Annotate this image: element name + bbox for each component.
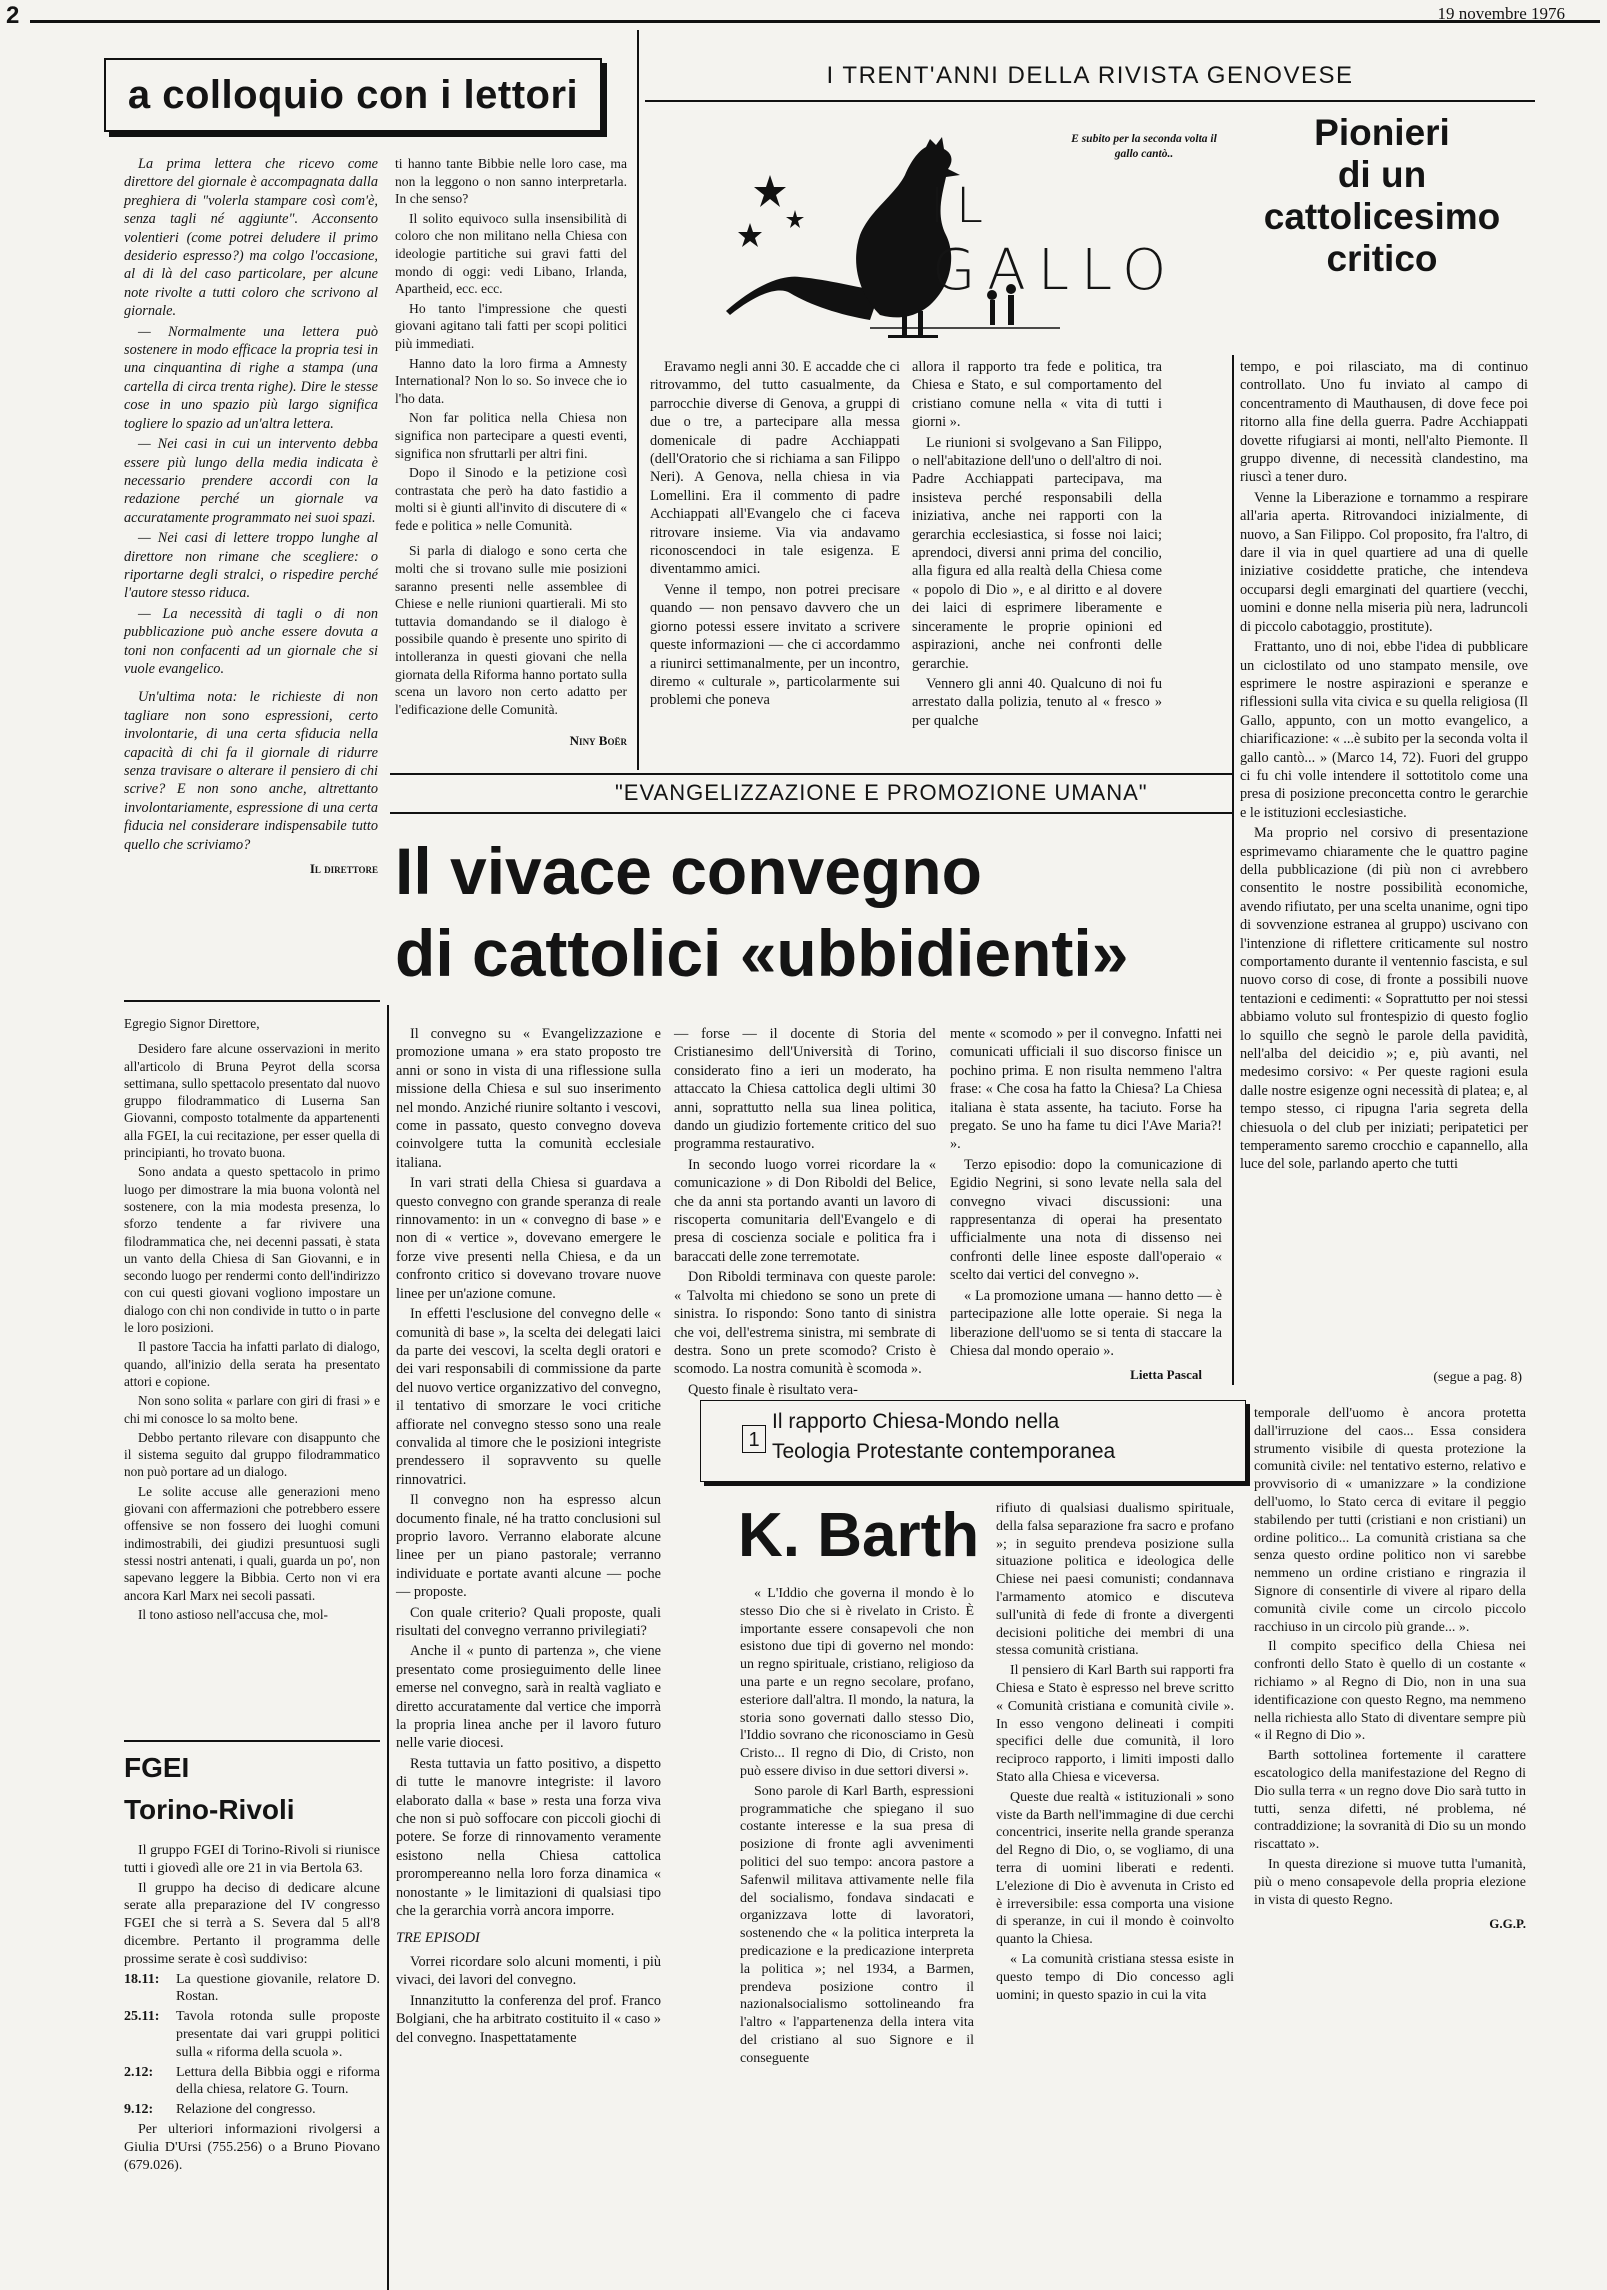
fgei-schedule-item: [124, 1971, 380, 2007]
convegno-c2-p: Don Riboldi terminava con queste parole: « Talvolta mi chiedono se sono un prete di sinistra. Io rispondo: Sono tanto di sinistra che voi, dell'estrema sinistra, mi sembrate di destra. Sono un prete scomodo? Cristo è scomodo. La nostra comunità è scomoda ».: [674, 1269, 936, 1378]
gallo-continues: (segue a pag. 8): [1433, 1370, 1522, 1385]
barth-title: K. Barth: [738, 1501, 980, 1570]
barth-c2-p: Queste due realtà « istituzionali » sono viste da Barth nell'immagine di due cerchi concentrici, inserite nella grande speranza del Regno di Dio, o, se vogliamo, di una terra di uomini liberati e redenti. L'elezione di Dio è avvenuta in Cristo ed è irreversibile: essa comporta una visione di speranze, in cui il mondo è coinvolto quanto la Chiesa.: [996, 1789, 1234, 1948]
barth-col3: [1254, 1405, 1526, 2285]
convegno-c1-p: Vorrei ricordare solo alcuni momenti, i più vivaci, dei lavori del convegno.: [396, 1953, 661, 1989]
gallo-headline-line: Pionieri: [1314, 112, 1450, 153]
convegno-c1-p: Resta tuttavia un fatto positivo, a dispetto di tutte le manovre integriste: il lavoro elaborato dalla « base » resta una forza viva che non si può soffocare con piccoli giochi di potere. Se forze di rinnovamento veramente esistono nella Chiesa cattolica prorompereanno nella loro forza dinamica « nonostante » le limitazioni di qualsiasi tipo che la gerarchia vorrà ancora imporre.: [396, 1755, 661, 1920]
rooster-icon: [690, 115, 1070, 345]
convegno-c1-p: In effetti l'esclusione del convegno delle « comunità di base », la scelta dei delegati laici da parte dei vescovi, la scelta degli oratori e dei vari responsabili di commissione da parte del nuovo vertice organizzativo del convegno, il tentativo di smorzare le voci critiche affiorate nel convegno stesso sono una reale convalida al timore che le posizioni integriste prendessero il sopravvento su quelle rinnovatrici.: [396, 1306, 661, 1488]
lettori-c1-p: — La necessità di tagli o di non pubblicazione può anche essere dovuta a toni non confacenti ad un giornale che si vuole evangelico.: [124, 605, 378, 677]
gallo-c2-p: Le riunioni si svolgevano a San Filippo, o nell'abitazione dell'uno o dell'altro di noi. Padre Acchiappati partecipava, ma insisteva perché responsabili della iniziativa, anche nei rapporti con la gerarchia ecclesiastica, si fosse noi laici; aprendoci, diversi anni prima del concilio, alla figura ed alla realtà della Chiesa come « popolo di Dio », e al diritto e al dovere dei laici di esprimere liberamente e sinceramente le proprie opinioni ed aspirazioni, anche nei confronti delle gerarchie.: [912, 434, 1162, 672]
lettori-c2-p: Hanno dato la loro firma a Amnesty International? Non lo so. So invece che io l'ho data.: [395, 355, 627, 406]
convegno-c1-p: Il convegno non ha espresso alcun documento finale, né ha tratto conclusioni sul proprio lavoro. Verranno elaborate alcune linee per un piano pastorale; verranno individuate e portate avanti alcune — poche — proposte.: [396, 1492, 661, 1601]
gallo-c1-p: Venne il tempo, non potrei precisare quando — non pensavo davvero che un giorno potessi essere invitato a scrivere queste informazioni — che ci accordammo a riunirci settimanalmente, per un incontro, diremo « culturale », particolarmente sui problemi che poneva: [650, 581, 900, 709]
gallo-col3: [1240, 358, 1528, 1366]
barth-number: 1: [742, 1425, 766, 1453]
gallo-c3-p: Venne la Liberazione e tornammo a respirare all'aria aperta. Ritrovandoci inizialmente, di nuovo, a San Filippo. Col proposito, fra l'altro, di dare il via in quel quartiere ad una di quelle iniziative cosiddette pratiche, che intendeva occuparsi degli emarginati del quartiere (vecchi, uomini e donne nella miseria più nera, ladruncoli di piccolo cabotaggio, prostitute).: [1240, 489, 1528, 635]
gallo-c2-p: Vennero gli anni 40. Qualcuno di noi fu arrestato dalla polizia, tenuto al « fresco » per qualche: [912, 675, 1162, 729]
barth-kicker-line1: Il rapporto Chiesa-Mondo nella: [772, 1410, 1060, 1433]
column-rule: [387, 1005, 389, 2290]
convegno-c2-p: Questo finale è risultato vera-: [688, 1381, 858, 1398]
barth-col1: [740, 1585, 974, 2285]
barth-c2-p: rifiuto di qualsiasi dualismo spirituale, della falsa separazione fra sacro e profano »; in seguito prendeva posizione sulla situazione politica e ideologica delle Chiese nei paesi comunisti; condannava l'armamento atomico e discuteva sull'unità di fede di fronte a divergenti decisioni politiche dei membri di una stessa comunità cristiana.: [996, 1501, 1234, 1659]
convegno-title-line1: Il vivace convegno: [395, 834, 982, 908]
column-rule: [637, 30, 639, 770]
fgei-p: Il gruppo FGEI di Torino-Rivoli si riunisce tutti i giovedì alle ore 21 in via Bertola 63.: [124, 1843, 380, 1876]
fgei-rule: [124, 1740, 380, 1742]
lettori-title: a colloquio con i lettori: [127, 72, 579, 117]
lettori-title-box: [104, 58, 602, 132]
convegno-col1: [396, 1025, 661, 2280]
lettori-rule: [124, 1000, 380, 1002]
letter-p: Debbo pertanto rilevare con disappunto che il sistema seguito dal gruppo filodrammatico non può portare ad un dialogo.: [124, 1429, 380, 1480]
fgei-schedule-text: Lettura della Bibbia oggi e riforma della chiesa, relatore G. Tourn.: [176, 2064, 380, 2098]
barth-c3-p: In questa direzione si muove tutta l'umanità, più o meno consapevole della propria elezione in vista di questo Regno.: [1254, 1856, 1526, 1908]
fgei-schedule-text: La questione giovanile, relatore D. Rostan.: [176, 1971, 380, 2005]
fgei-p: Il gruppo ha deciso di dedicare alcune serate alla preparazione del IV congresso FGEI che si terrà a S. Severa dal 5 all'8 dicembre. Pertanto il programma delle prossime serate è così suddiviso:: [124, 1880, 380, 1967]
lettori-c2-p: Ho tanto l'impressione che questi giovani agitano tali fatti per scopi politici più immediati.: [395, 300, 627, 351]
gallo-headline-line: critico: [1326, 238, 1438, 279]
lettori-c2-signature: Niny Boër: [569, 733, 627, 749]
gallo-c3-p: Frattanto, uno di noi, ebbe l'idea di pubblicare un ciclostilato od uno stampato mensile, ove esprimere le nostre aspirazioni e speranze e riflessioni sulla vita civica e su quella religiosa (Il Gallo, appunto, con un motto evangelico, a chiarificazione: « ...è subito per la seconda volta il gallo cantò... » (Marco 14, 72). Fuori del gruppo ci fu chi volle intendere il sottotitolo come una presa di posizione preconcetta contro le gerarchie e le istituzioni ecclesiastiche.: [1240, 639, 1528, 821]
lettori-c1-p: — Nei casi in cui un intervento debba essere più lungo della media indicata è necessario prendere accordi con la redazione perché un giornale va accuratamente programmato nei suoi spazi.: [124, 436, 378, 526]
lettori-letter: [124, 1015, 380, 1735]
convegno-c1-p: In vari strati della Chiesa si guardava a questo convegno con grande speranza di reale rinnovamento: in un « convegno di base » e non di « vertice », dovevano emergere le forze vive presenti nella Chiesa, e da un confronto critico si dovevano trovare nuove linee per un'azione comune.: [396, 1175, 661, 1302]
gallo-masthead-il: IL: [930, 178, 995, 234]
letter-p: Il tono astioso nell'accusa che, mol-: [138, 1606, 328, 1622]
convegno-c1-p: Anche il « punto di partenza », che viene presentato come prosieguimento delle linee emerse nel convegno, sarà in realtà vagliato e diretto accuratamente dal vertice che imporrà la propria linea anche per il lavoro futuro nelle varie diocesi.: [396, 1643, 661, 1752]
convegno-c1-p: Innanzitutto la conferenza del prof. Franco Bolgiani, che ha arbitrato costituito il « caso » del convegno. Inaspettatamente: [396, 1992, 661, 2046]
lettori-c2-p: Dopo il Sinodo e la petizione così contrastata che però ha dato fastidio a molti si è giunti all'invito di discutere di « fede e politica » nelle Comunità.: [395, 465, 627, 533]
convegno-col3: [950, 1025, 1222, 1383]
fgei-title: FGEI: [124, 1752, 190, 1783]
lettori-c2-p: Si parla di dialogo e sono certa che molti che si trovano sulle mie posizioni saranno presenti nelle assemblee di Chiese e nelle riunioni quartierali. Mi sto tuttavia domandando se il dialogo è possibile quando è presente uno spirito di intolleranza in questi giovani che nella giornata della Riforma hanno portato sulla scena un lavoro non certo adatto per l'edificazione delle Comunità.: [395, 543, 627, 717]
barth-c1-p: Sono parole di Karl Barth, espressioni programmatiche che spiegano il suo costante interesse e la sua presa di posizione di fronte agli avvenimenti politici del suo tempo: ancora pastore a Safenwil militava attivamente nelle fila del socialismo, fondava sindacati e organizzava lotte di lavoratori, sostenendo che « la politica interpreta la predicazione e la predicazione interpreta la politica »; nel 1934, a Barmen, prendeva posizione contro il nazionalsocialismo sottolineando fra l'altro « l'appartenenza della intera vita del cristiano al suo Signore e il conseguente: [740, 1783, 974, 2066]
fgei-schedule-item: [124, 2101, 380, 2119]
barth-c2-p: Il pensiero di Karl Barth sui rapporti fra Chiesa e Stato è espresso nel breve scritto « Comunità cristiana e comunità civile ». In esso vengono delineati i compiti specifici delle due comunità, il loro reciproco rapporto, i limiti imposti dallo Stato alla Chiesa e viceversa.: [996, 1663, 1234, 1785]
convegno-c1-p: Con quale criterio? Quali proposte, quali risultati del convegno verranno privilegiati?: [396, 1604, 661, 1639]
letter-p: Il pastore Taccia ha infatti parlato di dialogo, quando, all'inizio della serata ha presentato attori e copione.: [124, 1339, 380, 1389]
convegno-subhead: TRE EPISODI: [396, 1929, 480, 1946]
fgei-schedule-text: Relazione del congresso.: [176, 2102, 316, 2118]
fgei-schedule-date: 25.11:: [124, 2009, 160, 2025]
letter-p: Non sono solita « parlare con giri di frasi » e chi mi conosce lo sa molto bene.: [124, 1393, 380, 1426]
lettori-c1-p: — Nei casi di lettere troppo lunghe al direttore non rimane che scegliere: o riportarne degli stralci, o rispedire perché l'autore stesso riduca.: [124, 530, 378, 602]
letter-p: Desidero fare alcune osservazioni in merito all'articolo di Bruna Peyrot della scorsa settimana, sullo spettacolo presentato dal nuovo gruppo filodrammatico di Luserna San Giovanni, composto totalmente da appartenenti alla FGEI, la cui recitazione, per esser quella di principianti, ho trovato buona.: [124, 1041, 380, 1161]
gallo-masthead-gallo: GALLO: [932, 238, 1179, 303]
letter-p: Sono andata a questo spettacolo in primo luogo per dimostrare la mia buona volontà nel sostenere, con la mia modesta presenza, lo sforzo tendente a far rivivere una filodrammatica che, nei decenni passati, è stata un vanto della Chiesa di San Giovanni, e in secondo luogo per rendermi conto dell'indirizzo con cui questi giovani vogliono impostare un dialogo con chi non condivide in tutto o in parte le loro posizioni.: [124, 1164, 380, 1336]
lettori-c1-p: La prima lettera che ricevo come direttore del giornale è accompagnata dalla preghiera di "volerla stampare così com'è, senza tagli né aggiunte". Acconsento volentieri (come potrei deludere il primo desiderio espresso?) ma colgo l'occasione, al di là del caso particolare, per alcune note rivolte a tutti coloro che scrivono al giornale.: [124, 156, 378, 320]
issue-date: 19 novembre 1976: [1437, 4, 1565, 23]
convegno-c3-p: « La promozione umana — hanno detto — è partecipazione alle lotte operaie. Si nega la liberazione dell'uomo se si tenta di staccare la Chiesa dal mondo operaio ».: [950, 1287, 1222, 1359]
lettori-c2-p: ti hanno tante Bibbie nelle loro case, ma non la leggono o non sanno interpretarla. In che senso?: [395, 156, 627, 207]
lettori-col2: [395, 155, 627, 775]
convegno-c2-p: — forse — il docente di Storia del Cristianesimo dell'Università di Torino, considerato fino a ieri un moderato, ha attaccato la Chiesa cattolica degli ultimi 30 anni, soprattutto nella sua linea politica, dando un giudizio fortemente critico del suo programma restaurativo.: [674, 1026, 936, 1153]
convegno-col2: [674, 1025, 936, 1398]
column-rule: [1232, 355, 1234, 1385]
gallo-c3-p: tempo, e poi rilasciato, ma di continuo controllato. Uno fu inviato al campo di concentramento di Mauthausen, di dove fece poi ritorno alla fine della guerra. Padre Acchiappati dovette rifugiarsi ai monti, nell'alto Piemonte. Il gruppo divenne, di necessità clandestino, ma riuscì a tener duro.: [1240, 359, 1528, 486]
gallo-rule: [645, 100, 1535, 102]
gallo-col2: [912, 358, 1162, 763]
lettori-c1-p: — Normalmente una lettera può sostenere in modo efficace la propria tesi in una cinquantina di righe a stampa (una cartella di circa trenta righe). Dire le stesse cose in uno spazio più largo significa togliere lo spazio ad un'altra lettera.: [124, 323, 378, 432]
lettori-c1-p: Un'ultima nota: le richieste di non tagliare non sono espressioni, certo involontarie, di una certa sfiducia nella capacità di chi fa il giornale di ridurre senza travisare o alterare il pensiero di chi scrive? E non sono anche, altrettanto involontariamente, espressione di una certa fiducia nel considerare indispensabile tutto quello che scriviamo?: [124, 689, 378, 853]
convegno-c2-p: In secondo luogo vorrei ricordare la « comunicazione » di Don Riboldi del Belice, che da anni sta portando avanti un lavoro di riscoperta comunitaria dell'Evangelo e di presa di coscienza sociale e politica fra i baraccati delle zone terremotate.: [674, 1156, 936, 1265]
barth-c2-p: « La comunità cristiana stessa esiste in questo tempo di Dio concesso agli uomini; in questo spazio in cui la vita: [996, 1951, 1234, 2003]
convegno-signature: Lietta Pascal: [1130, 1367, 1202, 1383]
barth-c3-p: Barth sottolinea fortemente il carattere escatologico della manifestazione del Regno di Dio sulla terra « un regno dove Dio sarà tutto in tutti, senza difetti, né problema, né contraddizione; la sovranità di Dio su un mondo riscattato ».: [1254, 1748, 1526, 1853]
convegno-rule: [390, 773, 1232, 775]
convegno-c3-p: mente « scomodo » per il convegno. Infatti nei comunicati ufficiali il suo discorso finisce un pochino prima. E non risulta nemmeno l'altra frase: « Che cosa ha fatto la Chiesa? La Chiesa italiana è stata assente, ha taciuto. Forse ha pregato. Se uno ha fame tu dici l'Ave Maria?! ».: [950, 1026, 1222, 1153]
convegno-title-line2: di cattolici «ubbidienti»: [395, 916, 1129, 990]
fgei-schedule-text: Tavola rotonda sulle proposte presentate dai vari gruppi politici sulla « riforma della scuola ».: [176, 2009, 380, 2060]
barth-signature: G.G.P.: [1489, 1916, 1526, 1932]
barth-kicker-line2: Teologia Protestante contemporanea: [772, 1440, 1116, 1463]
barth-c1-p: « L'Iddio che governa il mondo è lo stesso Dio che si è rivelato in Cristo. È importante essere consapevoli che non esistono due tipi di governo nel mondo: un regno spirituale, cristiano, religioso da una parte e un regno secolare, profano, esteriore dall'altra. Il mondo, la natura, la storia sono governati dallo stesso Dio, l'Iddio sovrano che riconosciamo in Gesù Cristo... Il regno di Dio, di Cristo, non può essere diviso in due settori diversi ».: [740, 1586, 974, 1779]
rooster-illustration: [690, 115, 1070, 345]
gallo-motto: E subito per la seconda volta il gallo cantò..: [1071, 133, 1217, 160]
convegno-kicker: "EVANGELIZZAZIONE E PROMOZIONE UMANA": [615, 780, 1148, 805]
letter-p: Le solite accuse alle generazioni meno giovani con affermazioni che potrebbero essere offensive se non fossero dei luoghi comuni indimostrabili, dei giudizi presuntuosi sugli stessi nostri antenati, i quali, guarda un po', non sapevano leggere la Bibbia. Certo non vi era ancora Karl Marx nei secoli passati.: [124, 1483, 380, 1603]
lettori-col1: [124, 155, 378, 995]
barth-c3-p: temporale dell'uomo è ancora protetta dall'irruzione del caos... Essa considera strumento visibile di questa protezione la comunità civile: nel tentativo esterno, relativo e provvisorio di « umanizzare » la condizione dell'uomo, lo Stato cerca di evitare il peggio stabilendo per tutti (cristiani e non cristiani) un ordine politico... La comunità cristiana sa che senza questo ordine politico non vi sarebbe nemmeno un ordine cristiano e ringrazia il Signore di consentirle di vivere al riparo della comunità civile come un circolo piccolo racchiuso in un circolo più grande... ».: [1254, 1406, 1526, 1635]
gallo-c2-p: allora il rapporto tra fede e politica, tra Chiesa e Stato, e sul comportamento del cristiano comune nella « vita di tutti i giorni ».: [912, 359, 1162, 431]
fgei-schedule-date: 2.12:: [124, 2064, 154, 2080]
lettori-c2-p: Non far politica nella Chiesa non significa non partecipare a questi eventi, significa non sfruttarli per altri fini.: [395, 410, 627, 461]
gallo-c3-p: Ma proprio nel corsivo di presentazione esprimevamo chiaramente che le quattro pagine della pubblicazione (di più non ci avrebbero consentito le nostre possibilità economiche, avendo rifiutato, per una scelta unanime, ogni tipo di sovvenzione estranea al gruppo) uscivano con l'intenzione di riflettere criticamente sul nostro comportamento durante il ventennio fascista, e sul nuovo corso di cose, di fronte a possibili nuove tentazioni e cedimenti: « Soprattutto per noi stessi abbiamo voluto sul frontespizio di questo foglio lo squillo che segnò le parole della pavidità, nell'alba del deicidio »; e, più avanti, nel medesimo corsivo: « Per queste ragioni esula dalle nostre esigenze ogni necessità di platea; e, al tempo stesso, ci ripugna l'aria segreta della chiesuola o del club per iniziati; peripatetici per temperamento saremo crocchio e capannello, alla luce del sole, parlando aperto che tutti: [1240, 825, 1528, 1173]
page-number: 2: [6, 2, 20, 29]
lettori-c2-p: Il solito equivoco sulla insensibilità di coloro che non militano nella Chiesa con ideologie partitiche sui gravi fatti del mondo di oggi: vedi Libano, Irlanda, Apartheid, ecc. ecc.: [395, 210, 627, 297]
barth-c3-p: Il compito specifico della Chiesa nei confronti dello Stato è quello di un costante « richiamo » al Regno di Dio, non in una sua identificazione con questo Regno, ma nemmeno nella richiesta allo Stato di diventare sempre più « il Regno di Dio ».: [1254, 1639, 1526, 1744]
fgei-p: Per ulteriori informazioni rivolgersi a Giulia D'Ursi (755.256) o a Bruno Piovano (679.026).: [124, 2121, 380, 2173]
convegno-rule-2: [390, 812, 1232, 814]
gallo-kicker: I TRENT'ANNI DELLA RIVISTA GENOVESE: [826, 62, 1354, 89]
barth-col2: [996, 1500, 1234, 2285]
fgei-schedule-date: 9.12:: [124, 2102, 154, 2118]
fgei-schedule-item: [124, 2064, 380, 2100]
lettori-signature: Il direttore: [309, 861, 378, 877]
fgei-body: [124, 1842, 380, 2282]
header-rule: [30, 20, 1600, 23]
letter-p: Egregio Signor Direttore,: [124, 1016, 260, 1031]
fgei-schedule-date: 18.11:: [124, 1971, 160, 1987]
fgei-schedule-item: [124, 2008, 380, 2061]
convegno-c1-p: Il convegno su « Evangelizzazione e promozione umana » era stato proposto tre anni or sono in vista di una riflessione sulla missione della Chiesa e sul suo inserimento nel mondo. Anziché riunire soltanto i vescovi, come in passato, questo convegno doveva coinvolgere tutta la comunità ecclesiale italiana.: [396, 1026, 661, 1171]
gallo-col1: [650, 358, 900, 763]
gallo-headline-line: cattolicesimo: [1263, 196, 1501, 237]
fgei-subtitle: Torino-Rivoli: [124, 1794, 295, 1825]
gallo-headline-line: di un: [1337, 154, 1427, 195]
convegno-c3-p: Terzo episodio: dopo la comunicazione di Egidio Negrini, si sono levate nella sala del convegno vivaci discussioni: una rappresentanza di operai ha presentato ufficialmente una nota di dissenso nei confronti delle linee esposte dall'operaio « scelto dai vertici del convegno ».: [950, 1156, 1222, 1284]
gallo-c1-p: Eravamo negli anni 30. E accadde che ci ritrovammo, del tutto casualmente, da parrocchie diverse di Genova, a gruppi di due o tre, a partecipare alla messa domenicale di padre Acchiappati (dell'Oratorio che si richiama a san Filippo Neri). A Genova, nella chiesa in via Lomellini. Era il commento di padre Acchiappati all'Evangelo che ci faceva ritrovare insieme. Via via andavamo riconoscendoci in tale esigenza. E diventammo amici.: [650, 359, 900, 578]
gallo-headline: [1232, 112, 1532, 280]
